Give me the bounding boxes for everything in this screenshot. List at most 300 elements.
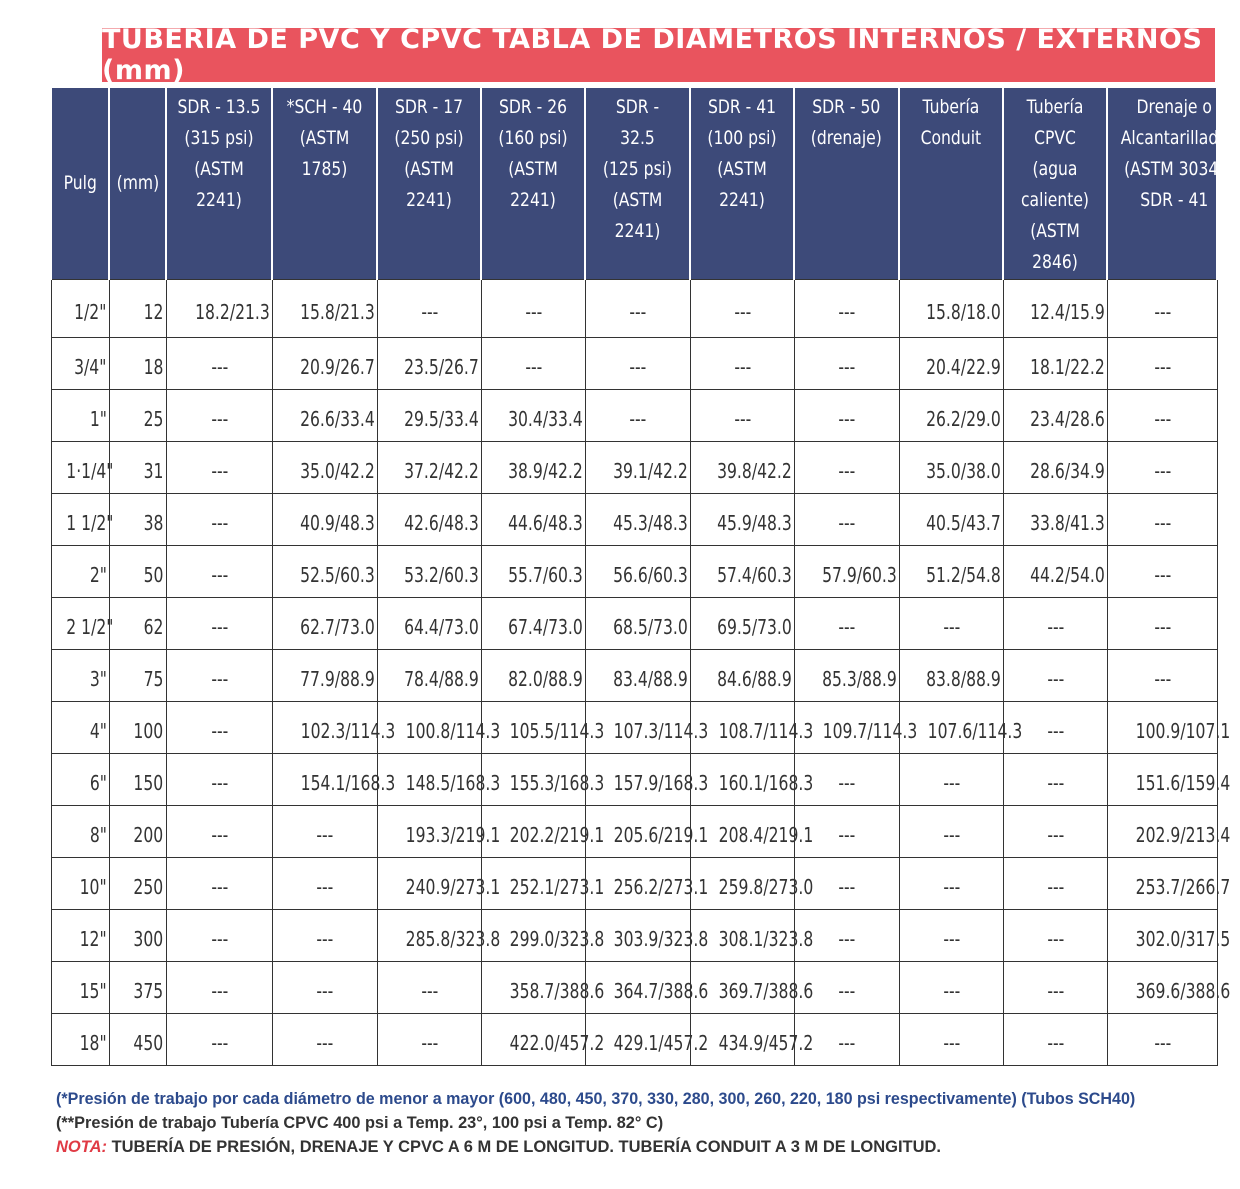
col-header-sdr-17: SDR - 17 (250 psi) (ASTM 2241) [377, 88, 481, 280]
cell-text: 1·1/4" [65, 459, 113, 483]
diameter-cell [166, 546, 272, 598]
cell-text: 45.9/48.3 [716, 511, 792, 535]
cell-text: 369.7/388.6 [718, 979, 813, 1003]
table-row [51, 494, 1217, 546]
diameter-cell [1107, 962, 1230, 1014]
size-mm-cell [109, 858, 166, 910]
cell-text: 10" [79, 875, 107, 899]
size-inches-cell [51, 390, 109, 442]
cell-text: 31 [143, 459, 164, 483]
cell-text: 8" [89, 823, 107, 847]
diameter-cell [1107, 806, 1230, 858]
cell-text: 205.6/219.1 [613, 823, 708, 847]
cell-text: 69.5/73.0 [716, 615, 792, 639]
col-header-cpvc: Tubería CPVC (agua caliente) (ASTM 2846) [1003, 88, 1107, 280]
size-inches-cell [51, 702, 109, 754]
size-inches-cell [51, 280, 109, 338]
cell-text: 107.3/114.3 [613, 719, 708, 743]
diameter-cell [1003, 494, 1107, 546]
size-inches-cell [51, 546, 109, 598]
cell-text: --- [211, 615, 228, 639]
cell-text: 155.3/168.3 [509, 771, 604, 795]
size-mm-cell [109, 1014, 166, 1066]
cell-text: 68.5/73.0 [612, 615, 688, 639]
size-mm-cell [109, 442, 166, 494]
diameter-cell [1107, 442, 1217, 494]
table-row [51, 754, 1217, 806]
cell-text: --- [525, 355, 542, 379]
cell-text: 2 1/2" [65, 615, 113, 639]
cell-text: 57.9/60.3 [821, 563, 897, 587]
cell-text: 259.8/273.0 [718, 875, 813, 899]
diameter-cell [377, 858, 500, 910]
col-header-pulg: Pulg [51, 88, 109, 280]
size-inches-cell [51, 962, 109, 1014]
diameter-cell [690, 494, 794, 546]
cell-text: 150 [133, 771, 164, 795]
cell-text: 15" [79, 979, 107, 1003]
table-row [51, 650, 1217, 702]
cell-text: 78.4/88.9 [403, 667, 479, 691]
cell-text: 208.4/219.1 [718, 823, 813, 847]
cell-text: --- [211, 979, 228, 1003]
diameter-cell [794, 390, 899, 442]
diameter-cell [166, 650, 272, 702]
cell-text: --- [1154, 300, 1171, 324]
cell-text: 1" [89, 407, 107, 431]
cell-text: 2" [89, 563, 107, 587]
size-inches-cell [51, 910, 109, 962]
diameter-cell [377, 910, 500, 962]
size-mm-cell [109, 754, 166, 806]
diameter-cell [1107, 754, 1230, 806]
cell-text: 62 [143, 615, 164, 639]
cell-text: 84.6/88.9 [716, 667, 792, 691]
col-header-conduit: Tubería Conduit [899, 88, 1003, 280]
cell-text: --- [316, 979, 334, 1003]
diameter-cell [481, 442, 585, 494]
cell-text: 193.3/219.1 [405, 823, 500, 847]
cell-text: 369.6/388.6 [1135, 979, 1230, 1003]
cell-text: --- [211, 407, 228, 431]
nota-text: TUBERÍA DE PRESIÓN, DRENAJE Y CPVC A 6 M DE LONGITUD. TUBERÍA CONDUIT A 3 M DE LONGITUD. [106, 1137, 942, 1156]
cell-text: 18.2/21.3 [194, 300, 270, 324]
cell-text: 50 [143, 563, 164, 587]
cell-text: --- [211, 927, 228, 951]
size-inches-cell [51, 754, 109, 806]
cell-text: 3/4" [74, 355, 107, 379]
diameter-cell [166, 442, 272, 494]
diameter-cell [272, 650, 377, 702]
diameter-cell [690, 390, 794, 442]
cell-text: --- [421, 1031, 438, 1055]
diameter-cell [899, 910, 1003, 962]
cell-text: 300 [133, 927, 164, 951]
diameter-cell [272, 702, 395, 754]
cell-text: --- [1154, 667, 1171, 691]
cell-text: 20.9/26.7 [299, 355, 375, 379]
diameter-cell [585, 338, 690, 390]
diameter-cell [1107, 494, 1217, 546]
cell-text: 29.5/33.4 [403, 407, 479, 431]
size-inches-cell [51, 494, 113, 546]
cell-text: 429.1/457.2 [613, 1031, 708, 1055]
cell-text: --- [1154, 407, 1171, 431]
cell-text: 364.7/388.6 [613, 979, 708, 1003]
table-row [51, 858, 1217, 910]
diameter-cell [1003, 280, 1107, 338]
diameter-cell [166, 598, 272, 650]
cell-text: 100.8/114.3 [405, 719, 500, 743]
cell-text: --- [316, 875, 334, 899]
size-mm-cell [109, 338, 166, 390]
diameter-cell [166, 1014, 272, 1066]
diameter-cell [272, 910, 377, 962]
diameter-cell [585, 494, 690, 546]
cell-text: 450 [133, 1031, 164, 1055]
cell-text: 15.8/21.3 [299, 300, 375, 324]
cell-text: --- [838, 979, 856, 1003]
size-inches-cell [51, 338, 109, 390]
table-row [51, 442, 1217, 494]
diameter-cell [1107, 858, 1230, 910]
diameter-cell [272, 858, 377, 910]
cell-text: 422.0/457.2 [509, 1031, 604, 1055]
size-inches-cell [51, 442, 113, 494]
cell-text: --- [943, 979, 960, 1003]
diameter-cell [272, 442, 377, 494]
diameter-cell [377, 442, 481, 494]
size-inches-cell [51, 858, 109, 910]
cell-text: 240.9/273.1 [405, 875, 500, 899]
diameter-cell [166, 754, 272, 806]
cell-text: 18.1/22.2 [1029, 355, 1105, 379]
cell-text: 75 [143, 667, 164, 691]
cell-text: 83.8/88.9 [925, 667, 1001, 691]
cell-text: 250 [133, 875, 164, 899]
cell-text: 30.4/33.4 [507, 407, 583, 431]
diameter-cell [272, 546, 377, 598]
table-row [51, 1014, 1217, 1066]
diameter-cell [377, 962, 481, 1014]
table-row [51, 702, 1217, 754]
diameter-cell [272, 1014, 377, 1066]
diameter-cell [899, 806, 1003, 858]
diameter-cell [899, 598, 1003, 650]
cell-text: --- [943, 823, 960, 847]
size-mm-cell [109, 806, 166, 858]
cell-text: --- [421, 979, 438, 1003]
cell-text: 26.2/29.0 [925, 407, 1001, 431]
diameter-cell [481, 962, 604, 1014]
diameter-cell [481, 494, 585, 546]
cell-text: --- [316, 823, 334, 847]
diameter-cell [1003, 910, 1107, 962]
cell-text: --- [211, 563, 228, 587]
diameter-cell [1003, 598, 1107, 650]
cell-text: --- [1154, 615, 1171, 639]
diameter-cell [899, 442, 1003, 494]
cell-text: 12" [79, 927, 107, 951]
diameter-cell [272, 598, 377, 650]
diameter-cell [1003, 546, 1107, 598]
diameter-cell [899, 280, 1003, 338]
size-mm-cell [109, 702, 166, 754]
table-row [51, 962, 1217, 1014]
cell-text: --- [838, 1031, 856, 1055]
cell-text: 4" [89, 719, 107, 743]
size-mm-cell [109, 962, 166, 1014]
cell-text: --- [838, 300, 856, 324]
cell-text: --- [1047, 667, 1064, 691]
cell-text: 77.9/88.9 [299, 667, 375, 691]
cell-text: --- [1047, 875, 1064, 899]
cell-text: --- [1047, 615, 1064, 639]
diameter-cell [272, 338, 377, 390]
size-mm-cell [109, 546, 166, 598]
diameter-cell [481, 1014, 604, 1066]
footnotes [56, 1087, 1226, 1159]
table-row [51, 806, 1217, 858]
cell-text: --- [838, 771, 856, 795]
diameter-cell [585, 598, 690, 650]
diameter-cell [1107, 1014, 1217, 1066]
cell-text: 252.1/273.1 [509, 875, 604, 899]
cell-text: --- [734, 355, 751, 379]
cell-text: 151.6/159.4 [1135, 771, 1230, 795]
cell-text: --- [211, 771, 228, 795]
diameter-cell [585, 390, 690, 442]
table-body [51, 280, 1230, 1066]
cell-text: --- [211, 719, 228, 743]
header-row [51, 88, 1217, 280]
cell-text: 25 [143, 407, 164, 431]
diameter-cell [166, 390, 272, 442]
cell-text: --- [838, 355, 856, 379]
diameter-cell [1003, 650, 1107, 702]
diameter-cell [1003, 962, 1107, 1014]
diameter-cell [166, 702, 272, 754]
diameter-cell [899, 754, 1003, 806]
cell-text: 26.6/33.4 [299, 407, 375, 431]
cell-text: --- [211, 511, 228, 535]
cell-text: 35.0/42.2 [299, 459, 375, 483]
footnote-nota [56, 1135, 1191, 1159]
diameter-cell [1003, 806, 1107, 858]
cell-text: --- [838, 615, 856, 639]
size-mm-cell [109, 494, 166, 546]
diameter-cell [377, 598, 481, 650]
cell-text: --- [838, 823, 856, 847]
diameter-cell [1107, 650, 1217, 702]
diameter-cell [585, 442, 690, 494]
cell-text: 108.7/114.3 [718, 719, 813, 743]
footnote-cpvc-pressure: (**Presión de trabajo Tubería CPVC 400 psi a Temp. 23°, 100 psi a Temp. 82° C) [56, 1113, 664, 1132]
cell-text: --- [1047, 719, 1064, 743]
diameter-cell [272, 280, 377, 338]
cell-text: 285.8/323.8 [405, 927, 500, 951]
cell-text: --- [1047, 823, 1064, 847]
cell-text: 15.8/18.0 [925, 300, 1001, 324]
cell-text: --- [943, 927, 960, 951]
col-header-drenaje: Drenaje o Alcantarillado (ASTM 3034) SDR - 41 [1107, 88, 1217, 280]
diameter-cell [377, 280, 481, 338]
cell-text: 40.9/48.3 [299, 511, 375, 535]
cell-text: 20.4/22.9 [925, 355, 1001, 379]
size-inches-cell [51, 806, 109, 858]
cell-text: --- [838, 407, 856, 431]
diameter-cell [481, 650, 585, 702]
diameter-cell [1107, 910, 1230, 962]
diameter-cell [585, 650, 690, 702]
cell-text: 1 1/2" [65, 511, 113, 535]
diameter-cell [585, 280, 690, 338]
cell-text: 202.2/219.1 [509, 823, 604, 847]
cell-text: 102.3/114.3 [300, 719, 395, 743]
cell-text: --- [211, 1031, 228, 1055]
size-mm-cell [109, 598, 166, 650]
cell-text: 33.8/41.3 [1029, 511, 1105, 535]
cell-text: 1/2" [74, 300, 107, 324]
cell-text: 302.0/317.5 [1135, 927, 1230, 951]
cell-text: 358.7/388.6 [509, 979, 604, 1003]
cell-text: 18 [143, 355, 164, 379]
diameter-cell [899, 962, 1003, 1014]
cell-text: 23.5/26.7 [403, 355, 479, 379]
diameter-cell [690, 598, 794, 650]
diameter-cell [166, 962, 272, 1014]
cell-text: --- [211, 875, 228, 899]
cell-text: --- [629, 300, 647, 324]
col-header-sdr-50: SDR - 50 (drenaje) [794, 88, 899, 280]
cell-text: 109.7/114.3 [822, 719, 917, 743]
diameter-cell [377, 390, 481, 442]
cell-text: 6" [89, 771, 107, 795]
cell-text: 67.4/73.0 [507, 615, 583, 639]
cell-text: 37.2/42.2 [403, 459, 479, 483]
diameter-cell [1003, 390, 1107, 442]
cell-text: 42.6/48.3 [403, 511, 479, 535]
cell-text: 39.8/42.2 [716, 459, 792, 483]
diameter-cell [1003, 442, 1107, 494]
cell-text: 38.9/42.2 [507, 459, 583, 483]
diameter-cell [272, 494, 377, 546]
size-mm-cell [109, 910, 166, 962]
cell-text: --- [316, 1031, 334, 1055]
diameter-cell [272, 390, 377, 442]
cell-text: 105.5/114.3 [509, 719, 604, 743]
cell-text: 308.1/323.8 [718, 927, 813, 951]
diameter-cell [166, 494, 272, 546]
cell-text: --- [316, 927, 334, 951]
diameter-cell [1003, 754, 1107, 806]
diameter-cell [377, 494, 481, 546]
cell-text: --- [943, 1031, 960, 1055]
diameter-cell [166, 806, 272, 858]
diameter-cell [1107, 338, 1217, 390]
size-inches-cell [51, 650, 109, 702]
diameter-cell [899, 338, 1003, 390]
diameter-cell [1003, 858, 1107, 910]
diameter-cell [690, 338, 794, 390]
cell-text: 64.4/73.0 [403, 615, 479, 639]
cell-text: 154.1/168.3 [300, 771, 395, 795]
cell-text: 12.4/15.9 [1029, 300, 1105, 324]
cell-text: 148.5/168.3 [405, 771, 500, 795]
footnote-sch40-pressure: (*Presión de trabajo por cada diámetro de menor a mayor (600, 480, 450, 370, 330, 280, 300, 260, 220, 180 psi respectivamente) (Tubos SCH40) [56, 1089, 1136, 1108]
diameter-cell [272, 754, 395, 806]
cell-text: --- [211, 355, 228, 379]
cell-text: --- [943, 771, 960, 795]
cell-text: --- [943, 615, 960, 639]
cell-text: 107.6/114.3 [927, 719, 1022, 743]
diameter-cell [794, 650, 899, 702]
diameter-cell [1003, 338, 1107, 390]
table-row [51, 338, 1217, 390]
diameter-cell [899, 650, 1003, 702]
cell-text: 56.6/60.3 [612, 563, 688, 587]
cell-text: 256.2/273.1 [613, 875, 708, 899]
cell-text: 200 [133, 823, 164, 847]
diameter-cell [166, 338, 272, 390]
cell-text: --- [1154, 511, 1171, 535]
diameter-cell [166, 858, 272, 910]
table-title: TUBERÍA DE PVC Y CPVC TABLA DE DIÁMETROS INTERNOS / EXTERNOS (mm) [102, 28, 1215, 82]
cell-text: 299.0/323.8 [509, 927, 604, 951]
cell-text: --- [838, 875, 856, 899]
diameter-cell [794, 442, 899, 494]
cell-text: 18" [79, 1031, 107, 1055]
diameter-cell [481, 546, 585, 598]
cell-text: 253.7/266.7 [1135, 875, 1230, 899]
cell-text: 39.1/42.2 [612, 459, 688, 483]
table-row [51, 280, 1217, 338]
diameter-cell [794, 280, 899, 338]
size-mm-cell [109, 280, 166, 338]
col-header-sdr-41: SDR - 41 (100 psi) (ASTM 2241) [690, 88, 794, 280]
diameter-cell [899, 390, 1003, 442]
cell-text: 160.1/168.3 [718, 771, 813, 795]
diameter-cell [1107, 546, 1217, 598]
cell-text: --- [1047, 771, 1064, 795]
cell-text: --- [943, 875, 960, 899]
diameter-cell [377, 650, 481, 702]
table-row [51, 546, 1217, 598]
diameter-cell [794, 494, 899, 546]
diameter-cell [166, 910, 272, 962]
diameter-cell [899, 1014, 1003, 1066]
cell-text: --- [421, 300, 438, 324]
cell-text: 38 [143, 511, 164, 535]
cell-text: --- [838, 927, 856, 951]
cell-text: --- [734, 300, 751, 324]
diameter-cell [272, 806, 377, 858]
col-header-sdr-32-5: SDR - 32.5 (125 psi) (ASTM 2241) [585, 88, 690, 280]
diameter-cell [690, 280, 794, 338]
col-header-mm: (mm) [109, 88, 166, 280]
size-inches-cell [51, 598, 113, 650]
cell-text: 157.9/168.3 [613, 771, 708, 795]
cell-text: 52.5/60.3 [299, 563, 375, 587]
table-row [51, 910, 1217, 962]
cell-text: 83.4/88.9 [612, 667, 688, 691]
cell-text: 375 [133, 979, 164, 1003]
cell-text: --- [734, 407, 751, 431]
cell-text: --- [1154, 355, 1171, 379]
cell-text: --- [211, 459, 228, 483]
cell-text: 45.3/48.3 [612, 511, 688, 535]
diameter-cell [377, 546, 481, 598]
